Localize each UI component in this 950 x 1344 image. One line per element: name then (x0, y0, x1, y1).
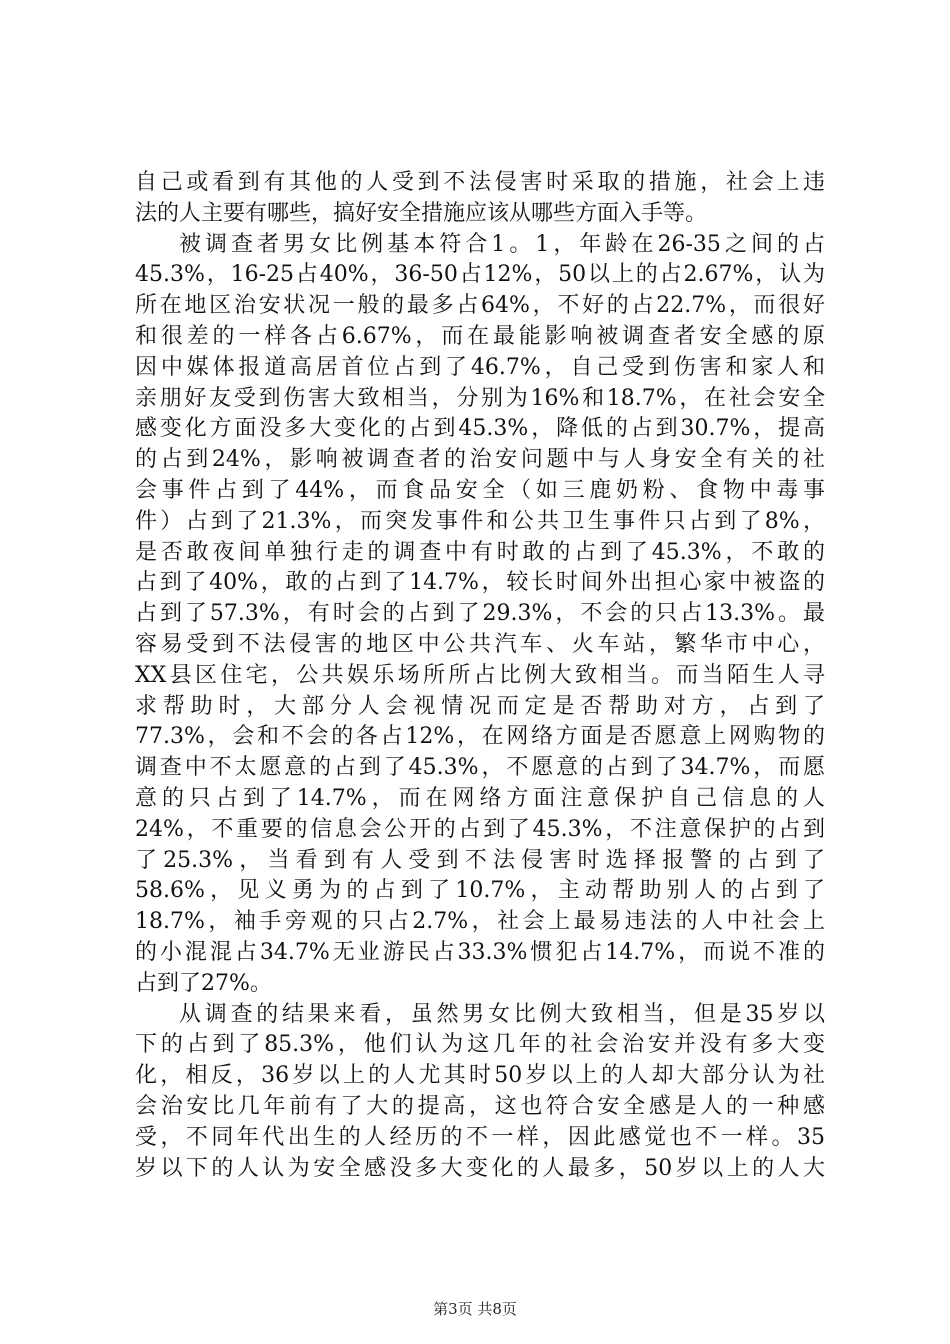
text-line: 的占到24%，影响被调查者的治安问题中与人身安全有关的社 (135, 447, 825, 473)
text-line: 下的占到了85.3%，他们认为这几年的社会治安并没有多大变 (135, 1032, 825, 1058)
text-line: 占到了27%。 (135, 970, 272, 996)
text-line: 占到了40%，敢的占到了14.7%，较长时间外出担心家中被盗的 (135, 570, 825, 596)
text-line: 了25.3%，当看到有人受到不法侵害时选择报警的占到了 (135, 847, 825, 873)
page-footer: 第3页 共8页 (433, 1300, 517, 1318)
text-line: 求帮助时，大部分人会视情况而定是否帮助对方，占到了 (135, 693, 825, 719)
text-line: 的小混混占34.7%无业游民占33.3%惯犯占14.7%，而说不准的 (135, 939, 825, 965)
text-line: 24%，不重要的信息会公开的占到了45.3%，不注意保护的占到 (135, 816, 825, 842)
text-line: 意的只占到了14.7%，而在网络方面注意保护自己信息的人 (135, 785, 825, 811)
text-line: 感变化方面没多大变化的占到45.3%，降低的占到30.7%，提高 (135, 416, 825, 442)
text-line: 被调查者男女比例基本符合1。1，年龄在26-35之间的占 (179, 231, 825, 257)
text-line: 45.3%，16-25占40%，36-50占12%，50以上的占2.67%，认为 (135, 262, 825, 288)
body-text (135, 168, 825, 1184)
text-line: 会治安比几年前有了大的提高，这也符合安全感是人的一种感 (135, 1093, 825, 1119)
text-line: 所在地区治安状况一般的最多占64%，不好的占22.7%，而很好 (135, 293, 825, 319)
text-line: 法的人主要有哪些，搞好安全措施应该从哪些方面入手等。 (135, 200, 708, 226)
text-line: 件）占到了21.3%，而突发事件和公共卫生事件只占到了8%， (135, 508, 825, 534)
text-line: 受，不同年代出生的人经历的不一样，因此感觉也不一样。35 (135, 1124, 825, 1150)
text-line: 是否敢夜间单独行走的调查中有时敢的占到了45.3%，不敢的 (135, 539, 825, 565)
text-line: 亲朋好友受到伤害大致相当，分别为16%和18.7%，在社会安全 (135, 385, 825, 411)
text-line: 岁以下的人认为安全感没多大变化的人最多，50岁以上的人大 (135, 1155, 825, 1181)
text-line: XX县区住宅，公共娱乐场所所占比例大致相当。而当陌生人寻 (135, 662, 825, 688)
text-line: 从调查的结果来看，虽然男女比例大致相当，但是35岁以 (179, 1001, 825, 1027)
text-line: 化，相反，36岁以上的人尤其时50岁以上的人却大部分认为社 (135, 1063, 825, 1089)
text-line: 容易受到不法侵害的地区中公共汽车、火车站，繁华市中心， (135, 631, 825, 657)
text-line: 18.7%，袖手旁观的只占2.7%，社会上最易违法的人中社会上 (135, 909, 825, 935)
text-line: 和很差的一样各占6.67%，而在最能影响被调查者安全感的原 (135, 323, 825, 349)
text-line: 会事件占到了44%，而食品安全（如三鹿奶粉、食物中毒事 (135, 477, 825, 503)
text-line: 调查中不太愿意的占到了45.3%，不愿意的占到了34.7%，而愿 (135, 755, 825, 781)
text-line: 自己或看到有其他的人受到不法侵害时采取的措施，社会上违 (135, 170, 825, 195)
text-line: 58.6%，见义勇为的占到了10.7%，主动帮助别人的占到了 (135, 878, 825, 904)
text-line: 因中媒体报道高居首位占到了46.7%，自己受到伤害和家人和 (135, 354, 825, 380)
text-line: 占到了57.3%，有时会的占到了29.3%，不会的只占13.3%。最 (135, 601, 825, 627)
text-line: 77.3%，会和不会的各占12%，在网络方面是否愿意上网购物的 (135, 724, 825, 750)
